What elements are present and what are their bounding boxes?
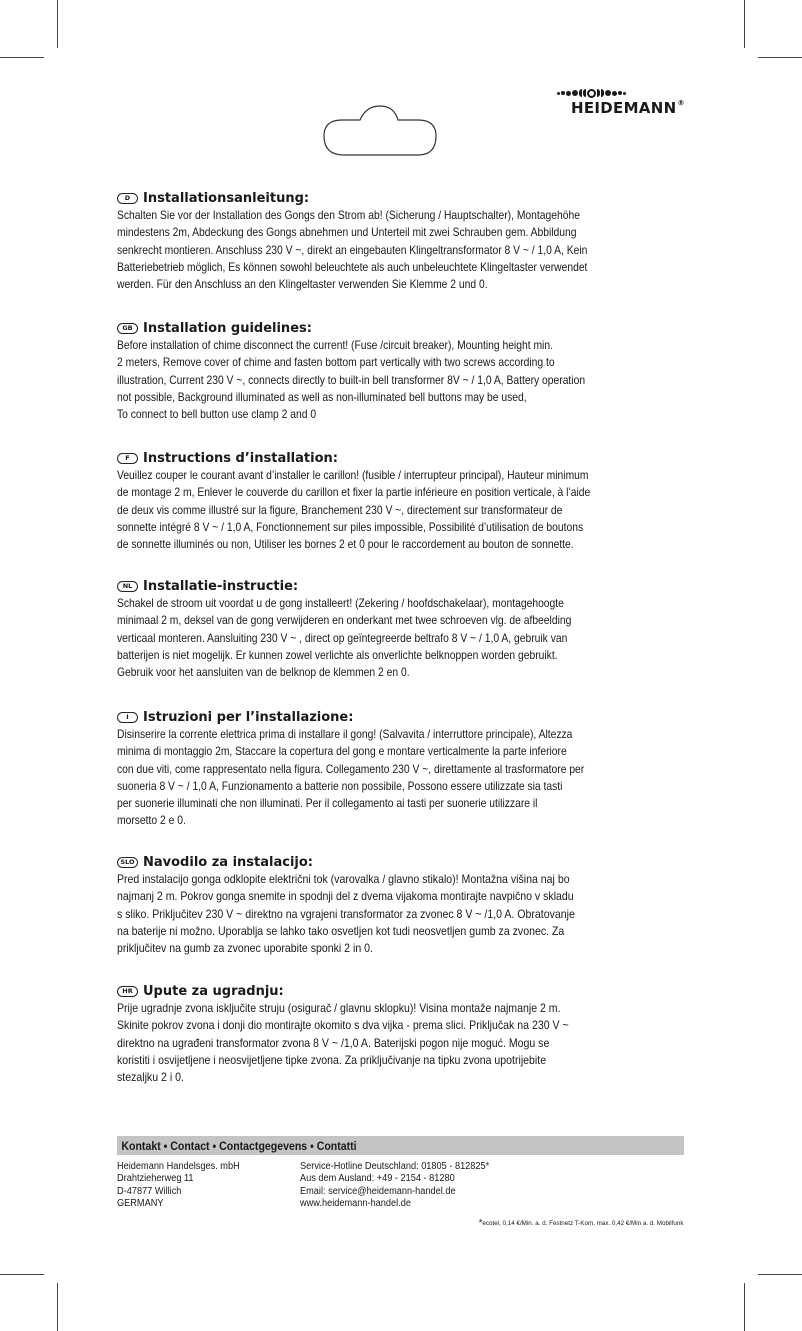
language-badge: GB — [117, 323, 138, 334]
section-title: Upute za ugradnju: — [143, 983, 284, 999]
price-footnote: *ecotel, 0,14 €/Min. a. d. Festnetz T-Kom, max. 0,42 €/Min a. d. Mobilfunk — [479, 1218, 684, 1229]
section-hr — [117, 983, 697, 1086]
language-badge: F — [117, 453, 138, 464]
address-line: GERMANY — [117, 1197, 164, 1209]
section-gb — [117, 320, 697, 423]
chime-illustration-icon — [320, 104, 440, 160]
section-de — [117, 190, 697, 293]
section-body: Pred instalacijo gonga odklopite električni tok (varovalka / glavno stikalo)! Montažna višina naj bo najmanj 2 m. Pokrov gonga snemite in spodnji del z dvema vijakoma montirajte navpično v skladu s sliko. Priključitev 230 V ~ direktno na vgrajeni transformator za zvonec 8 V ~ /1,0 A. Obratovanje na baterije ni možno. Uporablja se lahko tako osvetljen kot tudi neosvetljen gumb za zvonec. Za priključitev na gumb za zvonec uporabite sponki 2 in 0. — [117, 872, 575, 956]
section-title: Installation guidelines: — [143, 320, 312, 336]
section-body: Prije ugradnje zvona isključite struju (osigurač / glavnu sklopku)! Visina montaže najmanje 2 m. Skinite pokrov zvona i donji dio montirajte okomito s dva vijka - prema slici. Priključak na 230 V ~ direktno na ugrađeni transformator zvona 8 V ~ /1,0 A. Baterijski pogon nije moguć. Mogu se koristiti i osvijetljene i neosvijetljene tipke zvona. Za priključivanje na tipku zvona upotrijebite stezaljku 2 i 0. — [117, 1001, 569, 1085]
crop-mark — [744, 0, 745, 48]
service-website[interactable]: www.heidemann-handel.de — [300, 1197, 411, 1209]
section-title: Installatie-instructie: — [143, 578, 299, 594]
language-badge: I — [117, 712, 138, 723]
section-title: Istruzioni per l’installazione: — [143, 709, 354, 725]
service-abroad: Aus dem Ausland: +49 - 2154 - 81280 — [300, 1173, 455, 1185]
section-body: Veuillez couper le courant avant d’installer le carillon! (fusible / interrupteur principal), Hauteur minimum de montage 2 m, Enlever le couverde du carillon et fixer la partie inférieure en position verticale, à l’aide de deux vis comme illustré sur la figure, Branchement 230 V ~, directement sur transformateur de sonnette intégré 8 V ~ / 1,0 A, Fonctionnement sur piles impossible, Possibilité d’utilisation de boutons de sonnette illuminés ou non, Utiliser les bornes 2 et 0 pour le raccordement au bouton de sonnette. — [117, 468, 591, 552]
language-badge: NL — [117, 581, 138, 592]
contact-heading: Kontakt • Contact • Contactgegevens • Contatti — [121, 1138, 357, 1153]
crop-mark — [0, 1274, 44, 1275]
section-body: Before installation of chime disconnect the current! (Fuse /circuit breaker), Mounting height min. 2 meters, Remove cover of chime and fasten bottom part vertically with two screws according to illustration, Current 230 V ~, connects directly to built-in bell transformer 8V ~ / 1,0 A, Battery operation not possible, Background illuminated as well as non-illuminated bell buttons may be used, To connect to bell button use clamp 2 and 0 — [117, 338, 586, 422]
crop-mark — [57, 1283, 58, 1331]
service-info — [300, 1161, 489, 1210]
contact-heading-bar — [117, 1136, 684, 1155]
section-nl — [117, 578, 697, 681]
crop-mark — [57, 0, 58, 48]
language-badge: D — [117, 193, 138, 204]
section-it — [117, 709, 697, 830]
section-title: Instructions d’installation: — [143, 450, 338, 466]
section-body: Schalten Sie vor der Installation des Gongs den Strom ab! (Sicherung / Hauptschalter), Montagehöhe mindestens 2m, Abdeckung des Gongs abnehmen und Unterteil mit zwei Schrauben gem. Abbildung senkrecht montieren. Anschluss 230 V ~, direkt an eingebauten Klingeltransformator 8 V ~ / 1,0 A, Kein Batteriebetrieb möglich, Es können sowohl beleuchtete als auch unbeleuchtete Klingeltaster verwendet werden. Für den Anschluss an den Klingeltaster verwenden Sie Klemme 2 und 0. — [117, 208, 588, 292]
section-body: Schakel de stroom uit voordat u de gong installeert! (Zekering / hoofdschakelaar), montagehoogte minimaal 2 m, deksel van de gong verwijderen en onderkant met twee schroeven vlg. de afbeelding verticaal monteren. Aansluiting 230 V ~ , direct op geïntegreerde beltrafo 8 V ~ / 1,0 A, gebruik van batterijen is niet mogelijk. Er kunnen zowel verlichte als onverlichte belknoppen worden gebruikt. Gebruik voor het aansluiten van de belknop de klemmen 2 en 0. — [117, 596, 572, 680]
language-badge: HR — [117, 986, 138, 997]
language-badge: SLO — [117, 857, 138, 868]
crop-mark — [758, 57, 802, 58]
sound-waves-icon — [557, 88, 707, 98]
address-line: Heidemann Handelsges. mbH — [117, 1161, 240, 1172]
section-title: Navodilo za instalacijo: — [143, 854, 314, 870]
brand-logo — [557, 88, 707, 117]
crop-mark — [744, 1283, 745, 1331]
company-address — [117, 1161, 240, 1210]
crop-mark — [758, 1274, 802, 1275]
brand-name: HEIDEMANN® — [571, 99, 685, 117]
address-line: Drahtzieherweg 11 — [117, 1173, 194, 1185]
crop-mark — [0, 57, 44, 58]
section-slo — [117, 854, 697, 957]
service-hotline: Service-Hotline Deutschland: 01805 - 812825* — [300, 1161, 490, 1172]
section-title: Installationsanleitung: — [143, 190, 310, 206]
section-fr — [117, 450, 697, 553]
address-line: D-47877 Willich — [117, 1185, 182, 1197]
service-email[interactable]: Email: service@heidemann-handel.de — [300, 1185, 456, 1197]
section-body: Disinserire la corrente elettrica prima di installare il gong! (Salvavita / interruttore principale), Altezza minima di montaggio 2m, Staccare la copertura del gong e montare verticalmente la parte inferiore con due viti, come rappresentato nella figura. Collegamento 230 V ~, direttamente al trasformatore per suoneria 8 V ~ / 1,0 A, Funzionamento a batterie non possibile, Possono essere utilizzate sia tasti per suonerie illuminati che non illuminati. Per il collegamento ai tasti per suonerie utilizzare il morsetto 2 e 0. — [117, 727, 585, 828]
